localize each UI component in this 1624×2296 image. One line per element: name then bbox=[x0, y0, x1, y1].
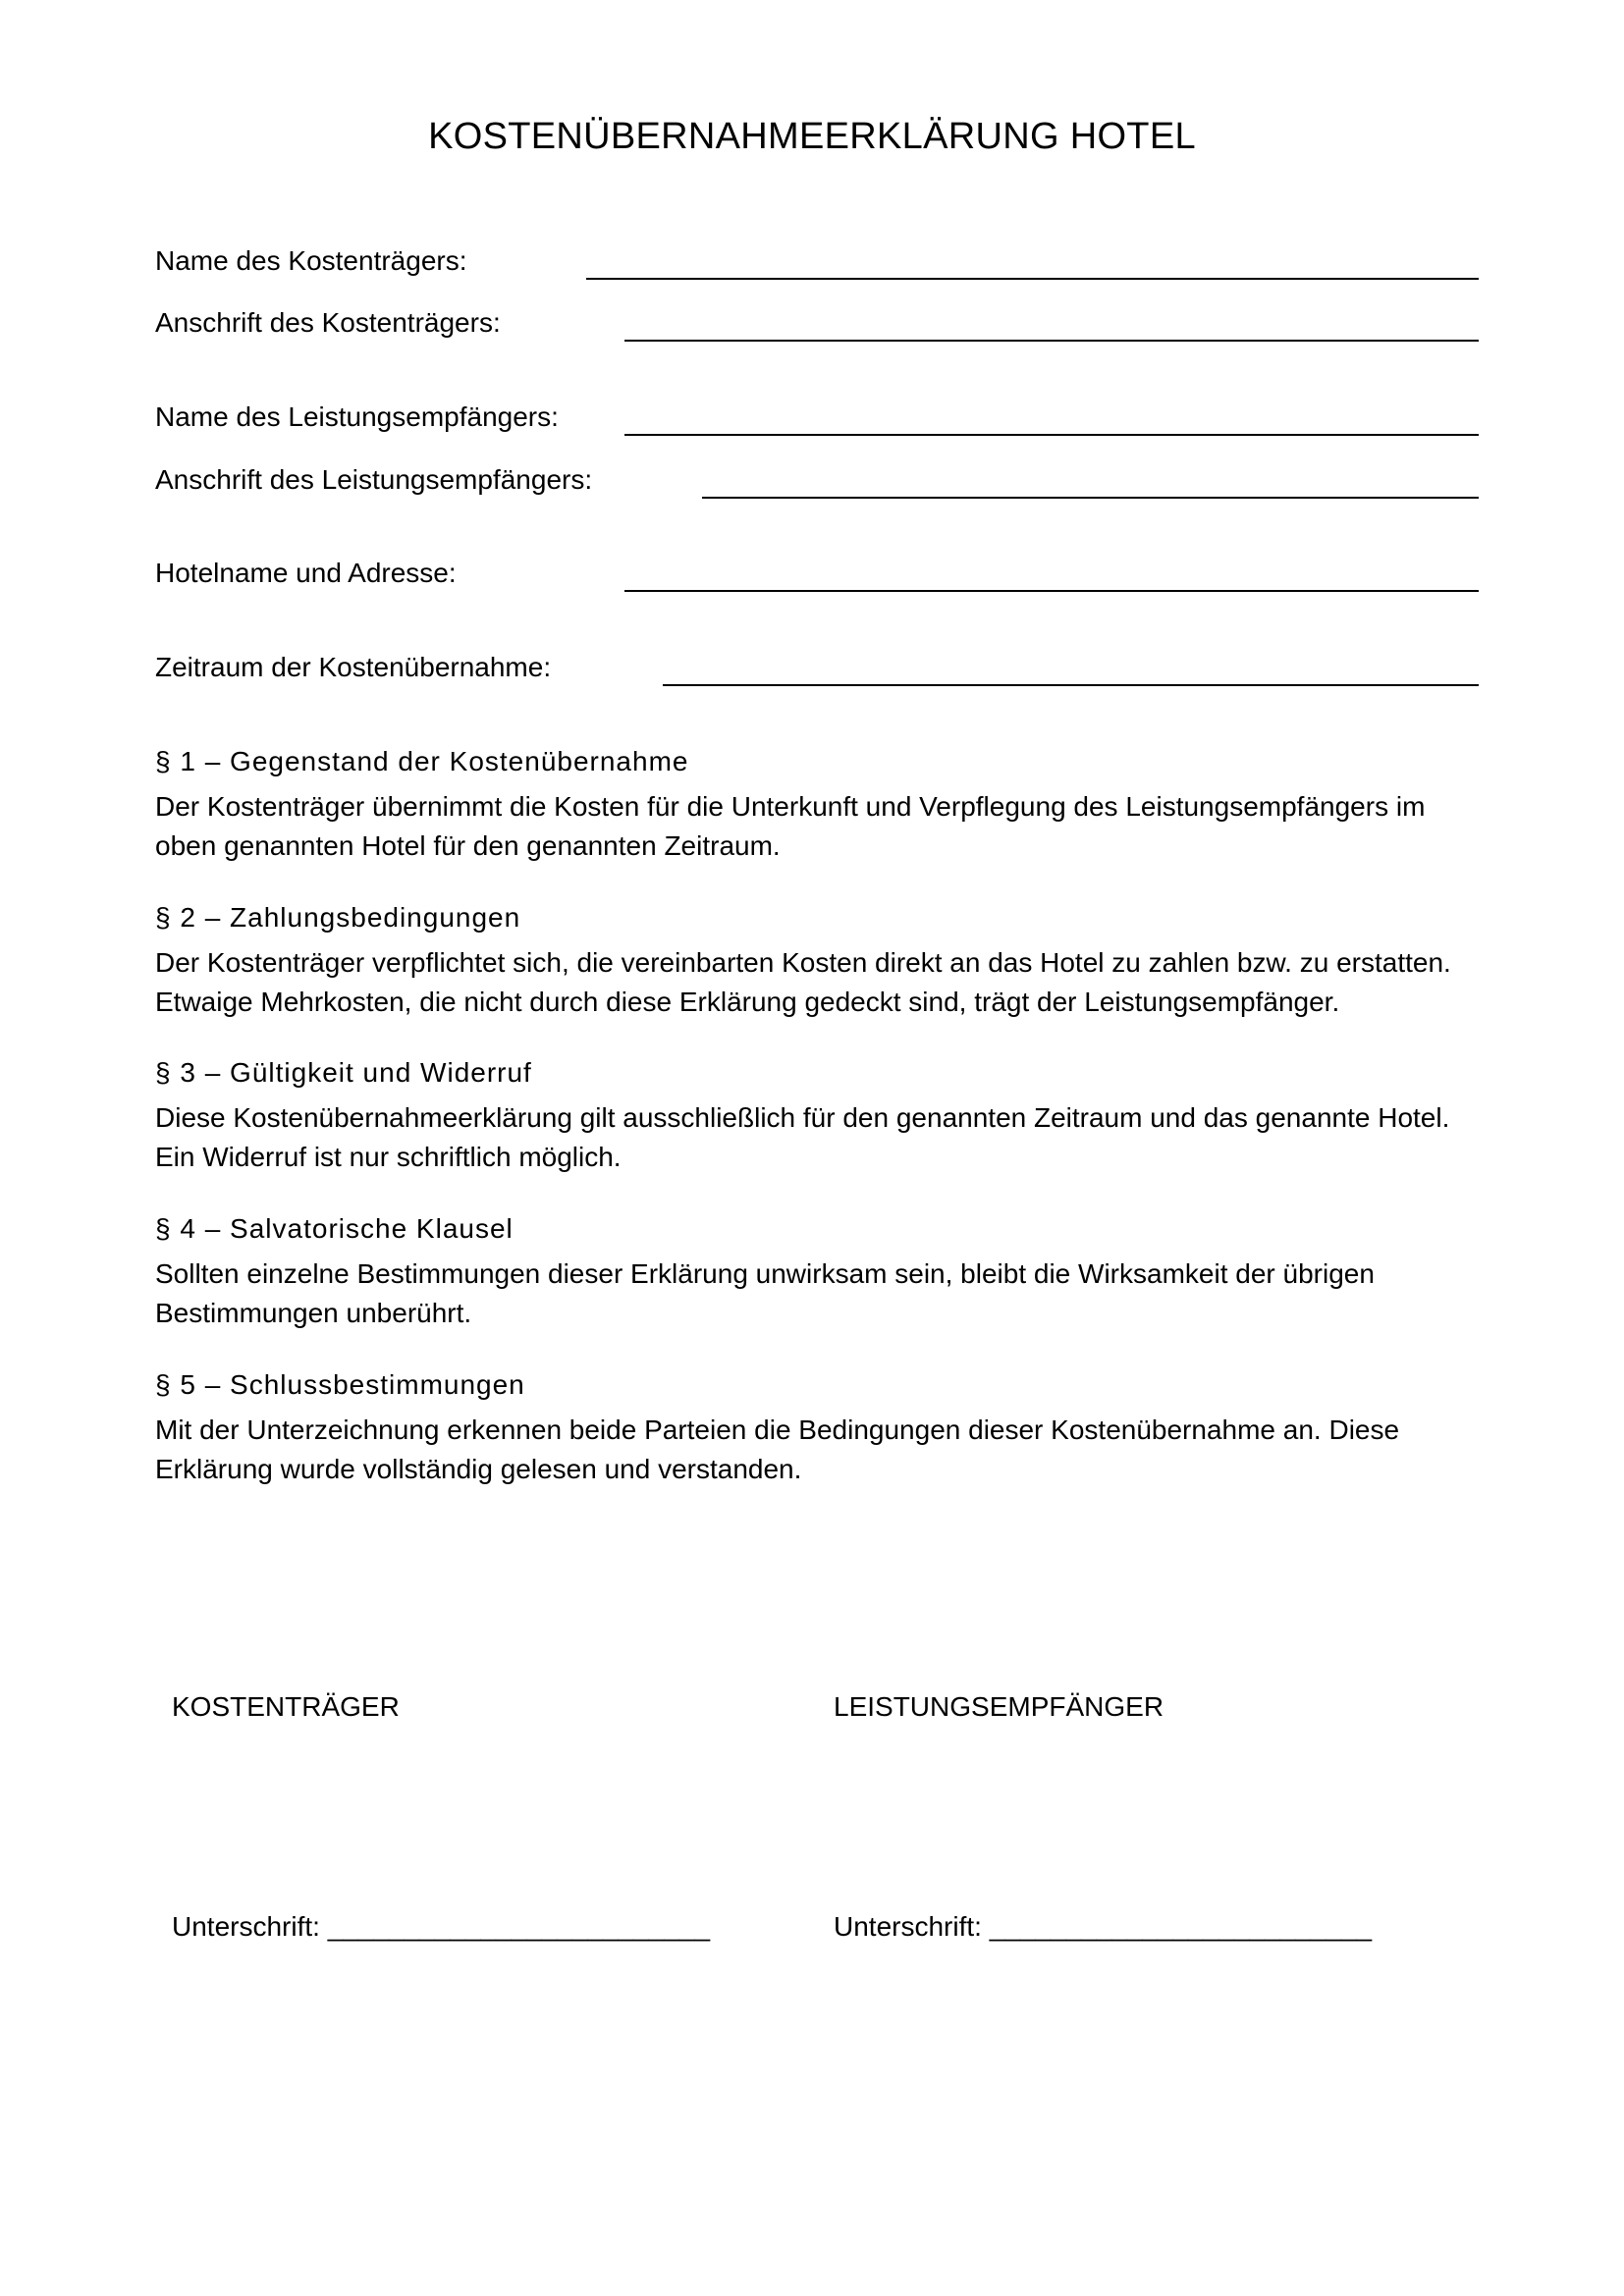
section-4-line-1: Sollten einzelne Bestimmungen dieser Erklärung unwirksam sein, bleibt die Wirksamkeit der übrigen bbox=[155, 1258, 1375, 1289]
section-4-line-2: Bestimmungen unberührt. bbox=[155, 1298, 472, 1328]
payer-name-field[interactable] bbox=[586, 278, 1479, 280]
section-2-line-2: Etwaige Mehrkosten, die nicht durch diese Erklärung gedeckt sind, trägt der Leistungsempfänger. bbox=[155, 987, 1340, 1017]
payer-signature-field[interactable]: Unterschrift: _________________________ bbox=[172, 1911, 711, 1942]
payer-signature-heading: KOSTENTRÄGER bbox=[172, 1691, 400, 1722]
section-1-line-1: Der Kostenträger übernimmt die Kosten für die Unterkunft und Verpflegung des Leistungsempfängers im bbox=[155, 791, 1426, 822]
period-field[interactable] bbox=[663, 684, 1479, 686]
section-4-body bbox=[155, 1255, 1481, 1333]
hotel-field[interactable] bbox=[624, 590, 1479, 592]
section-5-heading: § 5 – Schlussbestimmungen bbox=[155, 1369, 525, 1400]
section-5-body bbox=[155, 1411, 1481, 1489]
recipient-address-label: Anschrift des Leistungsempfängers: bbox=[155, 464, 593, 495]
section-2-line-1: Der Kostenträger verpflichtet sich, die vereinbarten Kosten direkt an das Hotel zu zahlen bzw. zu erstatten. bbox=[155, 947, 1451, 978]
payer-address-field[interactable] bbox=[624, 340, 1479, 342]
payer-name-label: Name des Kostenträgers: bbox=[155, 245, 467, 276]
recipient-signature-heading: LEISTUNGSEMPFÄNGER bbox=[834, 1691, 1164, 1722]
period-label: Zeitraum der Kostenübernahme: bbox=[155, 652, 552, 682]
section-5-line-2: Erklärung wurde vollständig gelesen und verstanden. bbox=[155, 1454, 802, 1484]
recipient-address-field[interactable] bbox=[702, 497, 1479, 499]
section-1-line-2: oben genannten Hotel für den genannten Zeitraum. bbox=[155, 830, 781, 861]
payer-address-label: Anschrift des Kostenträgers: bbox=[155, 307, 501, 338]
section-3-heading: § 3 – Gültigkeit und Widerruf bbox=[155, 1057, 532, 1088]
recipient-name-field[interactable] bbox=[624, 434, 1479, 436]
section-3-line-2: Ein Widerruf ist nur schriftlich möglich. bbox=[155, 1142, 622, 1172]
recipient-signature-field[interactable]: Unterschrift: _________________________ bbox=[834, 1911, 1373, 1942]
document-title: KOSTENÜBERNAHMEERKLÄRUNG HOTEL bbox=[428, 116, 1196, 157]
section-2-heading: § 2 – Zahlungsbedingungen bbox=[155, 902, 521, 933]
section-2-body bbox=[155, 943, 1481, 1022]
hotel-label: Hotelname und Adresse: bbox=[155, 558, 457, 588]
section-4-heading: § 4 – Salvatorische Klausel bbox=[155, 1213, 514, 1244]
section-1-heading: § 1 – Gegenstand der Kostenübernahme bbox=[155, 746, 689, 776]
recipient-name-label: Name des Leistungsempfängers: bbox=[155, 401, 559, 432]
section-3-line-1: Diese Kostenübernahmeerklärung gilt ausschließlich für den genannten Zeitraum und das genannte Hotel. bbox=[155, 1102, 1450, 1133]
section-5-line-1: Mit der Unterzeichnung erkennen beide Parteien die Bedingungen dieser Kostenübernahme an. Diese bbox=[155, 1415, 1400, 1445]
section-3-body bbox=[155, 1098, 1481, 1177]
section-1-body bbox=[155, 787, 1481, 866]
